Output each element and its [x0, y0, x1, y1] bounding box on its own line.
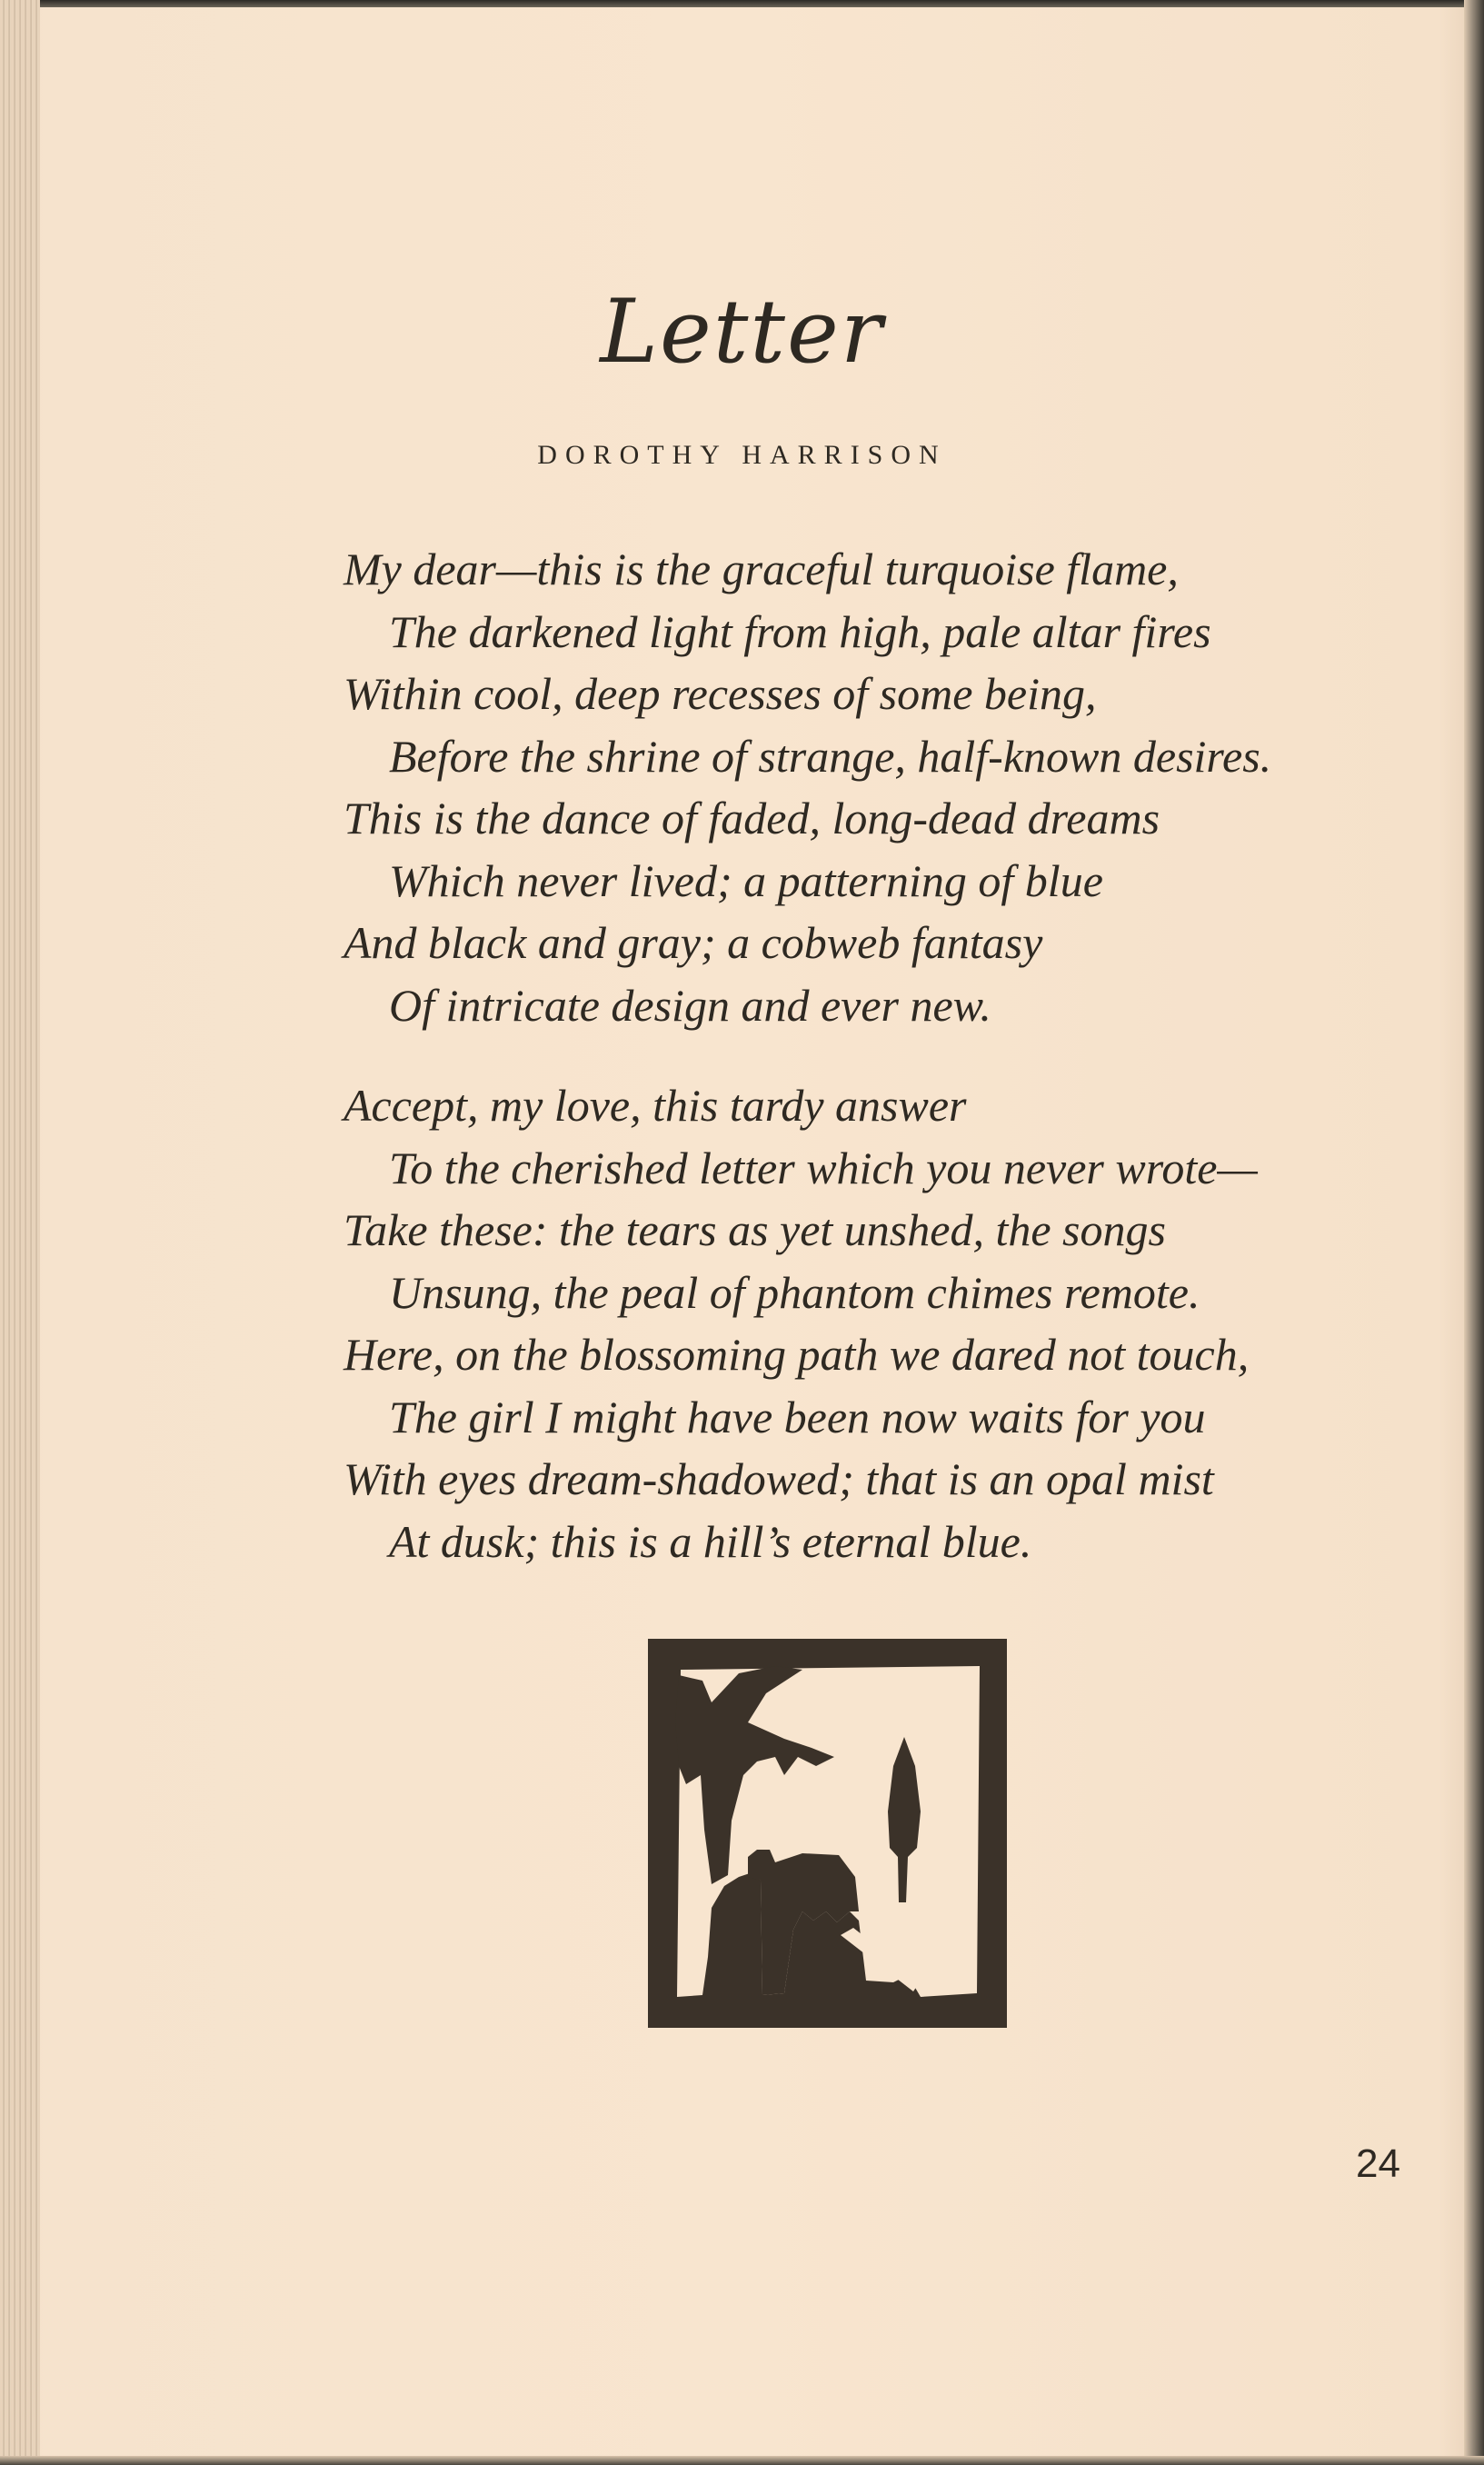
- poem-line: Before the shrine of strange, half-known desires.: [389, 730, 1272, 782]
- poem-line: To the cherished letter which you never wrote—: [389, 1142, 1258, 1193]
- poem-line: And black and gray; a cobweb fantasy: [344, 917, 1043, 968]
- poem-title: Letter: [600, 281, 884, 383]
- poem-line: At dusk; this is a hill’s eternal blue.: [389, 1515, 1032, 1567]
- poem-line: Unsung, the peal of phantom chimes remote.: [389, 1266, 1200, 1318]
- poem-line: The girl I might have been now waits for you: [389, 1391, 1206, 1442]
- page-bottom-edge: [0, 2456, 1484, 2465]
- woodcut-vignette-icon: [648, 1639, 1007, 2028]
- poem-line: Within cool, deep recesses of some being,: [344, 668, 1097, 719]
- poem-line: Here, on the blossoming path we dared not touch,: [344, 1329, 1250, 1380]
- poem-line: My dear—this is the graceful turquoise flame,: [344, 544, 1179, 594]
- poem-line: Of intricate design and ever new.: [389, 979, 991, 1031]
- poem-line: Which never lived; a patterning of blue: [389, 854, 1103, 906]
- poem-stanza: [344, 1074, 1379, 1572]
- poem-line: Take these: the tears as yet unshed, the songs: [344, 1204, 1166, 1255]
- poem-line: This is the dance of faded, long-dead dreams: [344, 793, 1160, 843]
- poem-author: DOROTHY HARRISON: [537, 440, 947, 470]
- page-number: 24: [1356, 2141, 1400, 2186]
- poem-line: The darkened light from high, pale altar fires: [389, 605, 1211, 657]
- poem-stanza: [344, 538, 1379, 1036]
- poem-line: With eyes dream-shadowed; that is an opal mist: [344, 1453, 1214, 1504]
- page-top-edge: [0, 0, 1484, 7]
- poem-line: Accept, my love, this tardy answer: [344, 1080, 967, 1131]
